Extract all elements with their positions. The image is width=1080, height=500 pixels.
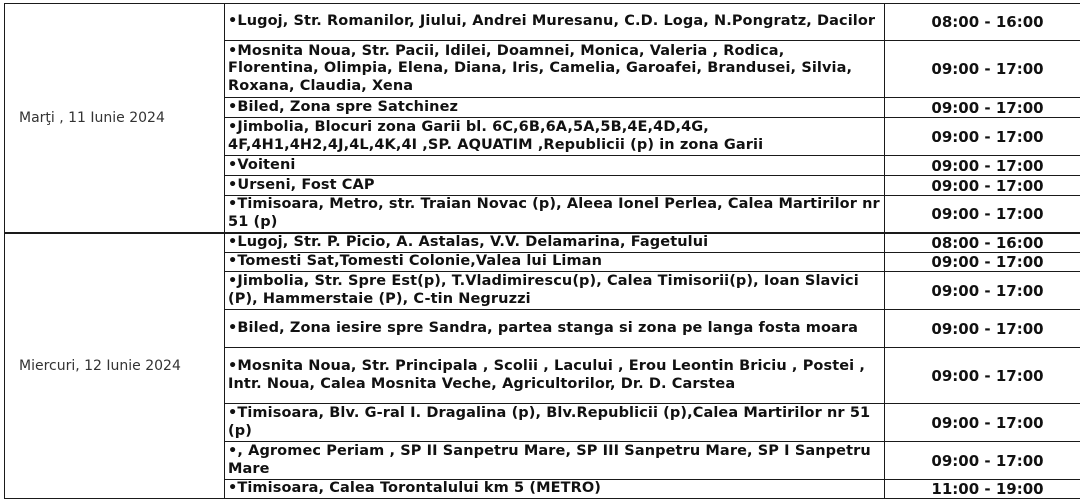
area-cell: •Tomesti Sat,Tomesti Colonie,Valea lui Liman [225, 253, 885, 272]
outage-schedule-table [4, 3, 1080, 499]
area-cell: •Timisoara, Metro, str. Traian Novac (p), Aleea Ionel Perlea, Calea Martirilor nr 51 (p) [225, 196, 885, 233]
time-cell: 09:00 - 17:00 [885, 118, 1080, 156]
time-cell: 09:00 - 17:00 [885, 442, 1080, 480]
time-cell: 09:00 - 17:00 [885, 196, 1080, 233]
time-cell: 09:00 - 17:00 [885, 98, 1080, 118]
area-cell: •Biled, Zona spre Satchinez [225, 98, 885, 118]
area-cell: •Biled, Zona iesire spre Sandra, partea stanga si zona pe langa fosta moara [225, 310, 885, 348]
area-cell: •, Agromec Periam , SP II Sanpetru Mare, SP III Sanpetru Mare, SP I Sanpetru Mare [225, 442, 885, 480]
time-cell: 09:00 - 17:00 [885, 310, 1080, 348]
time-cell: 08:00 - 16:00 [885, 4, 1080, 41]
time-cell: 09:00 - 17:00 [885, 253, 1080, 272]
time-cell: 09:00 - 17:00 [885, 348, 1080, 404]
area-cell: •Timisoara, Blv. G-ral I. Dragalina (p), Blv.Republicii (p),Calea Martirilor nr 51 (p) [225, 404, 885, 442]
time-cell: 09:00 - 17:00 [885, 41, 1080, 98]
time-cell: 09:00 - 17:00 [885, 176, 1080, 196]
area-cell: •Lugoj, Str. Romanilor, Jiului, Andrei Muresanu, C.D. Loga, N.Pongratz, Dacilor [225, 4, 885, 41]
time-cell: 11:00 - 19:00 [885, 480, 1080, 499]
day-group-1 [5, 4, 1080, 233]
time-cell: 09:00 - 17:00 [885, 272, 1080, 310]
area-cell: •Mosnita Noua, Str. Principala , Scolii , Lacului , Erou Leontin Briciu , Postei , Intr. Noua, Calea Mosnita Veche, Agricultorilor, Dr. D. Carstea [225, 348, 885, 404]
area-cell: •Urseni, Fost CAP [225, 176, 885, 196]
day-cell: Miercuri, 12 Iunie 2024 [5, 233, 225, 499]
area-cell: •Mosnita Noua, Str. Pacii, Idilei, Doamnei, Monica, Valeria , Rodica, Florentina, Olimpia, Elena, Diana, Iris, Camelia, Garoafei, Brandusei, Silvia, Roxana, Claudia, Xena [225, 41, 885, 98]
area-cell: •Voiteni [225, 156, 885, 176]
area-cell: •Lugoj, Str. P. Picio, A. Astalas, V.V. Delamarina, Fagetului [225, 233, 885, 253]
time-cell: 08:00 - 16:00 [885, 233, 1080, 253]
table-row [5, 233, 1080, 253]
table-row [5, 4, 1080, 41]
area-cell: •Jimbolia, Str. Spre Est(p), T.Vladimirescu(p), Calea Timisorii(p), Ioan Slavici (P), Hammerstaie (P), C-tin Negruzzi [225, 272, 885, 310]
day-group-2 [5, 233, 1080, 499]
area-cell: •Jimbolia, Blocuri zona Garii bl. 6C,6B,6A,5A,5B,4E,4D,4G, 4F,4H1,4H2,4J,4L,4K,4I ,SP. AQUATIM ,Republicii (p) in zona Garii [225, 118, 885, 156]
time-cell: 09:00 - 17:00 [885, 156, 1080, 176]
day-cell: Marţi , 11 Iunie 2024 [5, 4, 225, 233]
area-cell: •Timisoara, Calea Torontalului km 5 (METRO) [225, 480, 885, 499]
time-cell: 09:00 - 17:00 [885, 404, 1080, 442]
